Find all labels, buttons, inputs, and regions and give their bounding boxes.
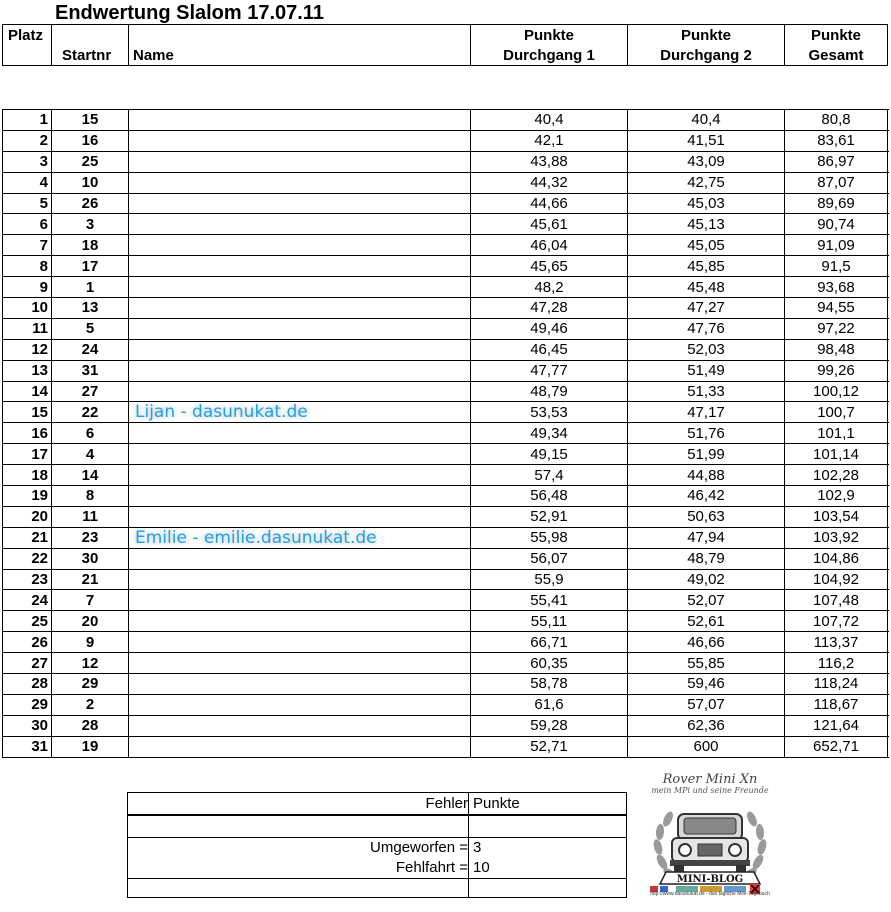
cell-points-run2: 51,49 [628, 361, 785, 381]
table-row [3, 110, 889, 131]
cell-name [129, 340, 471, 360]
cell-startnr: 6 [52, 423, 129, 443]
results-table [2, 109, 889, 758]
header-total [785, 25, 887, 65]
cell-points-run2: 47,94 [628, 528, 785, 548]
table-row [3, 131, 889, 152]
cell-points-total: 118,67 [785, 695, 888, 715]
cell-name [129, 737, 471, 757]
cell-points-run2: 47,17 [628, 402, 785, 422]
cell-startnr: 24 [52, 340, 129, 360]
cell-name [129, 319, 471, 339]
header-startnr-label: Startnr [62, 47, 112, 64]
cell-points-total: 83,61 [785, 131, 888, 151]
header-startnr [52, 25, 129, 65]
table-row [3, 465, 889, 486]
legend-head-row [128, 793, 626, 816]
cell-startnr: 4 [52, 444, 129, 464]
cell-points-run1: 49,15 [471, 444, 628, 464]
cell-platz: 12 [3, 340, 52, 360]
cell-points-total: 107,48 [785, 590, 888, 610]
legend-empty-row [128, 816, 626, 838]
legend-head-val: Punkte [473, 795, 520, 812]
table-row [3, 361, 889, 382]
cell-name [129, 298, 471, 318]
cell-name [129, 695, 471, 715]
header-total-line2: Gesamt [808, 47, 864, 64]
cell-name [129, 173, 471, 193]
cell-platz: 19 [3, 486, 52, 506]
cell-points-run1: 52,91 [471, 507, 628, 527]
cell-startnr: 26 [52, 194, 129, 214]
cell-points-run1: 44,32 [471, 173, 628, 193]
cell-points-total: 91,5 [785, 256, 888, 276]
cell-platz: 6 [3, 214, 52, 234]
cell-startnr: 19 [52, 737, 129, 757]
table-row [3, 507, 889, 528]
cell-points-run1: 53,53 [471, 402, 628, 422]
table-row [3, 716, 889, 737]
cell-points-run2: 52,61 [628, 611, 785, 631]
cell-points-run2: 51,99 [628, 444, 785, 464]
table-row [3, 570, 889, 591]
cell-points-run2: 43,09 [628, 152, 785, 172]
cell-points-total: 118,24 [785, 674, 888, 694]
cell-startnr: 21 [52, 570, 129, 590]
cell-startnr: 31 [52, 361, 129, 381]
cell-startnr: 3 [52, 214, 129, 234]
table-row [3, 173, 889, 194]
cell-points-run2: 51,33 [628, 382, 785, 402]
header-p2 [628, 25, 785, 65]
cell-points-total: 102,28 [785, 465, 888, 485]
cell-name [129, 570, 471, 590]
cell-points-run1: 57,4 [471, 465, 628, 485]
table-row [3, 256, 889, 277]
cell-points-total: 100,12 [785, 382, 888, 402]
cell-points-total: 103,92 [785, 528, 888, 548]
cell-points-run2: 42,75 [628, 173, 785, 193]
penalty-legend [127, 792, 627, 898]
cell-startnr: 25 [52, 152, 129, 172]
logo-footer: http://www.dasunukat.de - das tägliche Mini-Tagebuch [650, 891, 770, 897]
cell-points-run1: 44,66 [471, 194, 628, 214]
cell-points-run1: 55,41 [471, 590, 628, 610]
cell-platz: 5 [3, 194, 52, 214]
logo-banner: MINI-BLOG [676, 874, 744, 885]
cell-points-run1: 46,04 [471, 235, 628, 255]
cell-points-run2: 45,05 [628, 235, 785, 255]
table-row [3, 214, 889, 235]
cell-points-total: 90,74 [785, 214, 888, 234]
cell-platz: 24 [3, 590, 52, 610]
cell-platz: 15 [3, 402, 52, 422]
cell-platz: 1 [3, 110, 52, 130]
cell-platz: 13 [3, 361, 52, 381]
header-p1-line2: Durchgang 1 [503, 47, 595, 64]
cell-points-run1: 46,45 [471, 340, 628, 360]
cell-startnr: 1 [52, 277, 129, 297]
cell-points-total: 107,72 [785, 611, 888, 631]
cell-points-total: 98,48 [785, 340, 888, 360]
cell-name [129, 674, 471, 694]
cell-points-total: 93,68 [785, 277, 888, 297]
cell-name [129, 465, 471, 485]
logo-subtitle: mein MPi und seine Freunde [651, 786, 769, 795]
cell-points-run2: 52,07 [628, 590, 785, 610]
legend-val: 10 [473, 859, 490, 876]
header-p1 [471, 25, 628, 65]
cell-startnr: 20 [52, 611, 129, 631]
cell-startnr: 23 [52, 528, 129, 548]
cell-startnr: 30 [52, 549, 129, 569]
cell-points-run1: 48,2 [471, 277, 628, 297]
table-row [3, 152, 889, 173]
cell-startnr: 22 [52, 402, 129, 422]
cell-points-run2: 45,85 [628, 256, 785, 276]
cell-points-run2: 40,4 [628, 110, 785, 130]
cell-points-run1: 47,77 [471, 361, 628, 381]
cell-points-total: 102,9 [785, 486, 888, 506]
cell-startnr: 16 [52, 131, 129, 151]
cell-points-total: 103,54 [785, 507, 888, 527]
table-row [3, 402, 889, 423]
cell-points-run1: 45,61 [471, 214, 628, 234]
cell-points-total: 121,64 [785, 716, 888, 736]
logo-title: Rover Mini Xn [662, 772, 758, 787]
cell-startnr: 8 [52, 486, 129, 506]
table-row [3, 737, 889, 758]
cell-name [129, 152, 471, 172]
header-platz-label: Platz [8, 27, 44, 44]
cell-startnr: 29 [52, 674, 129, 694]
cell-points-run1: 55,9 [471, 570, 628, 590]
cell-platz: 2 [3, 131, 52, 151]
header-platz [3, 25, 52, 65]
cell-startnr: 27 [52, 382, 129, 402]
cell-points-total: 97,22 [785, 319, 888, 339]
cell-platz: 23 [3, 570, 52, 590]
cell-points-run1: 61,6 [471, 695, 628, 715]
cell-platz: 25 [3, 611, 52, 631]
legend-key: Fehlfahrt = [395, 859, 468, 876]
cell-points-total: 113,37 [785, 632, 888, 652]
cell-points-run1: 58,78 [471, 674, 628, 694]
cell-startnr: 28 [52, 716, 129, 736]
cell-points-run2: 45,48 [628, 277, 785, 297]
cell-name [129, 256, 471, 276]
cell-points-run2: 62,36 [628, 716, 785, 736]
cell-platz: 21 [3, 528, 52, 548]
cell-points-total: 116,2 [785, 653, 888, 673]
header-p2-line2: Durchgang 2 [660, 47, 752, 64]
table-row [3, 319, 889, 340]
cell-points-run1: 43,88 [471, 152, 628, 172]
cell-platz: 31 [3, 737, 52, 757]
cell-name [129, 194, 471, 214]
cell-name [129, 653, 471, 673]
legend-key: Umgeworfen = [370, 839, 468, 856]
cell-points-total: 99,26 [785, 361, 888, 381]
cell-points-run2: 57,07 [628, 695, 785, 715]
cell-points-run2: 52,03 [628, 340, 785, 360]
cell-points-run1: 47,28 [471, 298, 628, 318]
table-row [3, 235, 889, 256]
cell-points-run2: 41,51 [628, 131, 785, 151]
table-row [3, 590, 889, 611]
cell-name [129, 382, 471, 402]
table-row [3, 653, 889, 674]
legend-head-key: Fehler [425, 795, 468, 812]
cell-points-run2: 49,02 [628, 570, 785, 590]
cell-platz: 16 [3, 423, 52, 443]
cell-platz: 18 [3, 465, 52, 485]
cell-platz: 28 [3, 674, 52, 694]
header-p1-line1: Punkte [523, 27, 574, 44]
table-row [3, 382, 889, 403]
cell-points-run1: 49,46 [471, 319, 628, 339]
cell-points-run2: 59,46 [628, 674, 785, 694]
cell-points-run2: 47,27 [628, 298, 785, 318]
cell-platz: 27 [3, 653, 52, 673]
table-row [3, 277, 889, 298]
cell-startnr: 7 [52, 590, 129, 610]
cell-platz: 9 [3, 277, 52, 297]
cell-platz: 26 [3, 632, 52, 652]
cell-name [129, 423, 471, 443]
header-total-line1: Punkte [810, 27, 861, 44]
legend-row-umgeworfen [128, 837, 626, 858]
table-row [3, 632, 889, 653]
cell-points-run1: 42,1 [471, 131, 628, 151]
cell-name [129, 590, 471, 610]
cell-points-run1: 52,71 [471, 737, 628, 757]
cell-name [129, 131, 471, 151]
cell-startnr: 13 [52, 298, 129, 318]
cell-name [129, 549, 471, 569]
cell-points-run1: 49,34 [471, 423, 628, 443]
cell-points-run2: 50,63 [628, 507, 785, 527]
cell-points-run2: 55,85 [628, 653, 785, 673]
cell-name [129, 486, 471, 506]
cell-name [129, 507, 471, 527]
table-row [3, 423, 889, 444]
header-p2-line1: Punkte [680, 27, 731, 44]
cell-name: Lijan - dasunukat.de [129, 402, 471, 422]
cell-points-run2: 46,42 [628, 486, 785, 506]
cell-points-run1: 56,48 [471, 486, 628, 506]
table-row [3, 549, 889, 570]
cell-name [129, 444, 471, 464]
cell-startnr: 14 [52, 465, 129, 485]
cell-platz: 14 [3, 382, 52, 402]
cell-name [129, 361, 471, 381]
cell-platz: 17 [3, 444, 52, 464]
legend-val: 3 [473, 839, 482, 856]
table-row [3, 340, 889, 361]
cell-platz: 4 [3, 173, 52, 193]
table-row [3, 528, 889, 549]
cell-startnr: 12 [52, 653, 129, 673]
cell-startnr: 17 [52, 256, 129, 276]
table-row [3, 611, 889, 632]
cell-points-run2: 47,76 [628, 319, 785, 339]
cell-startnr: 2 [52, 695, 129, 715]
cell-platz: 10 [3, 298, 52, 318]
cell-startnr: 11 [52, 507, 129, 527]
cell-points-run2: 48,79 [628, 549, 785, 569]
cell-points-total: 91,09 [785, 235, 888, 255]
cell-points-run1: 55,11 [471, 611, 628, 631]
cell-startnr: 5 [52, 319, 129, 339]
cell-name [129, 235, 471, 255]
cell-platz: 8 [3, 256, 52, 276]
mini-blog-logo [640, 772, 780, 898]
cell-platz: 22 [3, 549, 52, 569]
cell-points-run2: 45,03 [628, 194, 785, 214]
cell-platz: 3 [3, 152, 52, 172]
cell-platz: 30 [3, 716, 52, 736]
cell-points-run2: 46,66 [628, 632, 785, 652]
table-row [3, 674, 889, 695]
table-header [2, 24, 888, 66]
cell-points-run1: 59,28 [471, 716, 628, 736]
table-row [3, 444, 889, 465]
cell-points-total: 94,55 [785, 298, 888, 318]
cell-points-run1: 40,4 [471, 110, 628, 130]
cell-points-total: 104,92 [785, 570, 888, 590]
cell-points-total: 87,07 [785, 173, 888, 193]
table-row [3, 695, 889, 716]
header-name-label: Name [133, 47, 174, 64]
cell-points-run2: 600 [628, 737, 785, 757]
cell-name [129, 632, 471, 652]
cell-platz: 29 [3, 695, 52, 715]
cell-points-run1: 55,98 [471, 528, 628, 548]
cell-points-run2: 51,76 [628, 423, 785, 443]
cell-startnr: 10 [52, 173, 129, 193]
cell-points-total: 86,97 [785, 152, 888, 172]
cell-points-run1: 56,07 [471, 549, 628, 569]
legend-row-fehlfahrt [128, 857, 626, 879]
cell-points-run1: 60,35 [471, 653, 628, 673]
cell-points-run2: 44,88 [628, 465, 785, 485]
cell-name [129, 611, 471, 631]
cell-startnr: 18 [52, 235, 129, 255]
cell-name [129, 716, 471, 736]
cell-startnr: 15 [52, 110, 129, 130]
cell-platz: 11 [3, 319, 52, 339]
cell-points-total: 101,14 [785, 444, 888, 464]
cell-points-run1: 48,79 [471, 382, 628, 402]
cell-points-total: 80,8 [785, 110, 888, 130]
cell-points-run1: 45,65 [471, 256, 628, 276]
header-name [129, 25, 471, 65]
table-row [3, 298, 889, 319]
table-row [3, 194, 889, 215]
cell-name [129, 277, 471, 297]
cell-name [129, 214, 471, 234]
table-row [3, 486, 889, 507]
cell-points-total: 104,86 [785, 549, 888, 569]
cell-points-total: 652,71 [785, 737, 888, 757]
cell-platz: 20 [3, 507, 52, 527]
cell-points-total: 89,69 [785, 194, 888, 214]
cell-platz: 7 [3, 235, 52, 255]
cell-points-total: 100,7 [785, 402, 888, 422]
cell-startnr: 9 [52, 632, 129, 652]
cell-points-total: 101,1 [785, 423, 888, 443]
cell-points-run2: 45,13 [628, 214, 785, 234]
page-title: Endwertung Slalom 17.07.11 [55, 2, 324, 24]
cell-name: Emilie - emilie.dasunukat.de [129, 528, 471, 548]
cell-points-run1: 66,71 [471, 632, 628, 652]
cell-name [129, 110, 471, 130]
